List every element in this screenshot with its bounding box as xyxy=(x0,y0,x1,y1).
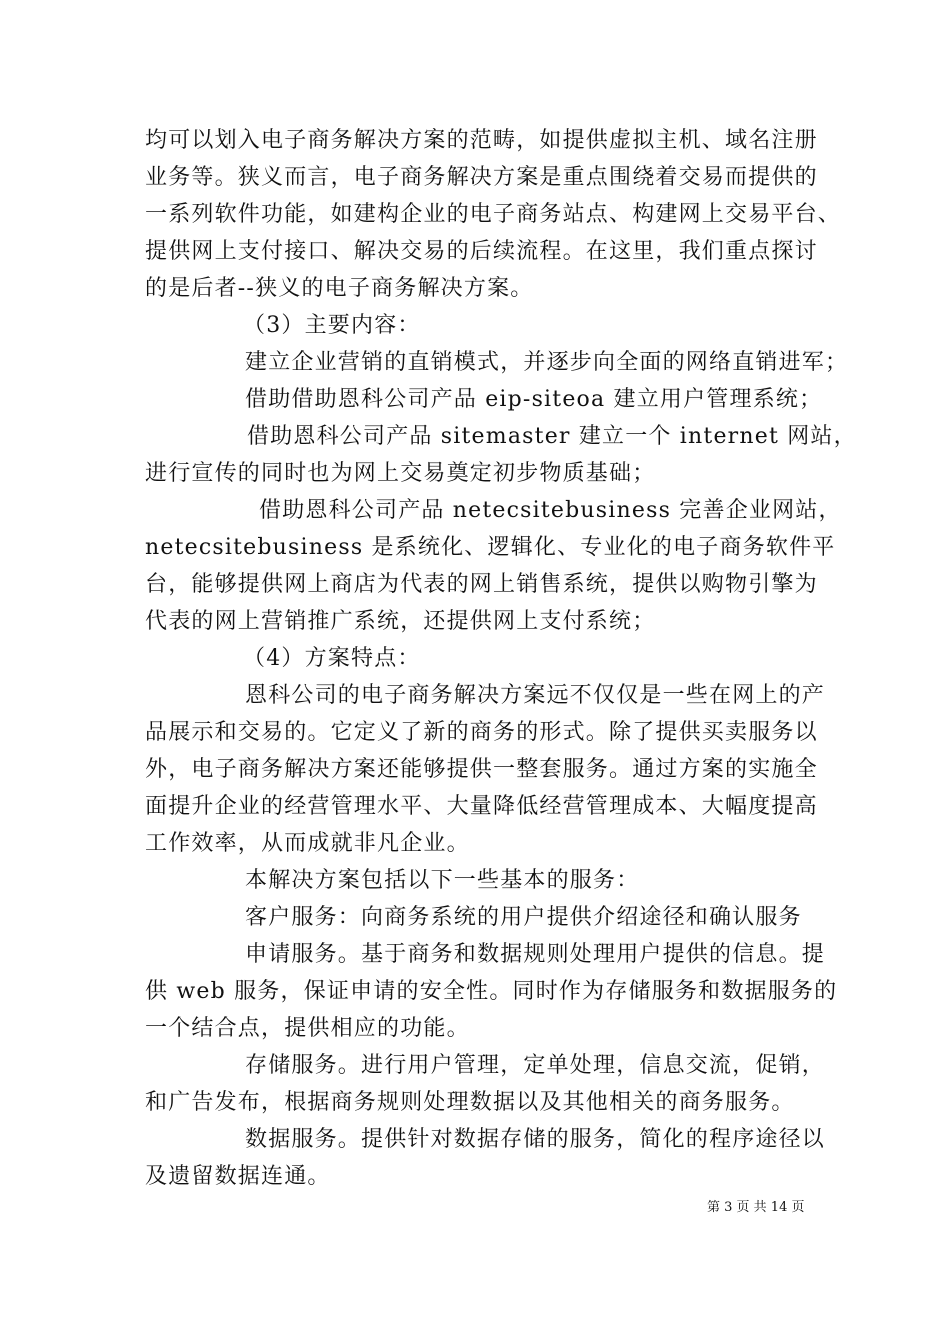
body-text-line: 借助恩科公司产品 netecsitebusiness 完善企业网站， xyxy=(259,498,842,523)
body-text-line: 进行宣传的同时也为网上交易奠定初步物质基础； xyxy=(145,461,656,486)
section-heading-features: （4）方案特点： xyxy=(243,646,421,671)
body-text-line: 本解决方案包括以下一些基本的服务： xyxy=(245,868,640,893)
body-text-line: 客户服务：向商务系统的用户提供介绍途径和确认服务 xyxy=(245,905,802,930)
body-text-line: 恩科公司的电子商务解决方案远不仅仅是一些在网上的产 xyxy=(245,683,826,708)
body-text-line: 建立企业营销的直销模式，并逐步向全面的网络直销进军； xyxy=(245,350,849,375)
body-text-line: 均可以划入电子商务解决方案的范畴，如提供虚拟主机、域名注册 xyxy=(145,128,818,153)
body-text-line: 业务等。狭义而言，电子商务解决方案是重点围绕着交易而提供的 xyxy=(145,165,818,190)
body-text-line: 外，电子商务解决方案还能够提供一整套服务。通过方案的实施全 xyxy=(145,757,818,782)
body-text-line: 台，能够提供网上商店为代表的网上销售系统，提供以购物引擎为 xyxy=(145,572,818,597)
body-text-line: 提供网上支付接口、解决交易的后续流程。在这里，我们重点探讨 xyxy=(145,239,818,264)
body-text-line: 的是后者--狭义的电子商务解决方案。 xyxy=(145,276,534,301)
body-text-line: 和广告发布，根据商务规则处理数据以及其他相关的商务服务。 xyxy=(145,1090,795,1115)
body-text-line: 借助借助恩科公司产品 eip-siteoa 建立用户管理系统； xyxy=(245,387,823,412)
body-text-line: 数据服务。提供针对数据存储的服务，简化的程序途径以 xyxy=(245,1127,826,1152)
body-text-line: 供 web 服务，保证申请的安全性。同时作为存储服务和数据服务的 xyxy=(145,979,838,1004)
body-text-line: 代表的网上营销推广系统，还提供网上支付系统； xyxy=(145,609,656,634)
page-number-footer: 第 3 页 共 14 页 xyxy=(707,1200,805,1215)
body-text-line: 及遗留数据连通。 xyxy=(145,1164,331,1189)
body-text-line: 面提升企业的经营管理水平、大量降低经营管理成本、大幅度提高 xyxy=(145,794,818,819)
body-text-line: 品展示和交易的。它定义了新的商务的形式。除了提供买卖服务以 xyxy=(145,720,818,745)
body-text-line: 工作效率，从而成就非凡企业。 xyxy=(145,831,470,856)
body-text-line: netecsitebusiness 是系统化、逻辑化、专业化的电子商务软件平 xyxy=(145,535,836,560)
section-heading-main-content: （3）主要内容： xyxy=(243,313,421,338)
body-text-line: 借助恩科公司产品 sitemaster 建立一个 internet 网站， xyxy=(247,424,857,449)
body-text-line: 申请服务。基于商务和数据规则处理用户提供的信息。提 xyxy=(245,942,826,967)
body-text-line: 存储服务。进行用户管理，定单处理，信息交流，促销， xyxy=(245,1053,826,1078)
body-text-line: 一个结合点，提供相应的功能。 xyxy=(145,1016,470,1041)
body-text-line: 一系列软件功能，如建构企业的电子商务站点、构建网上交易平台、 xyxy=(145,202,842,227)
